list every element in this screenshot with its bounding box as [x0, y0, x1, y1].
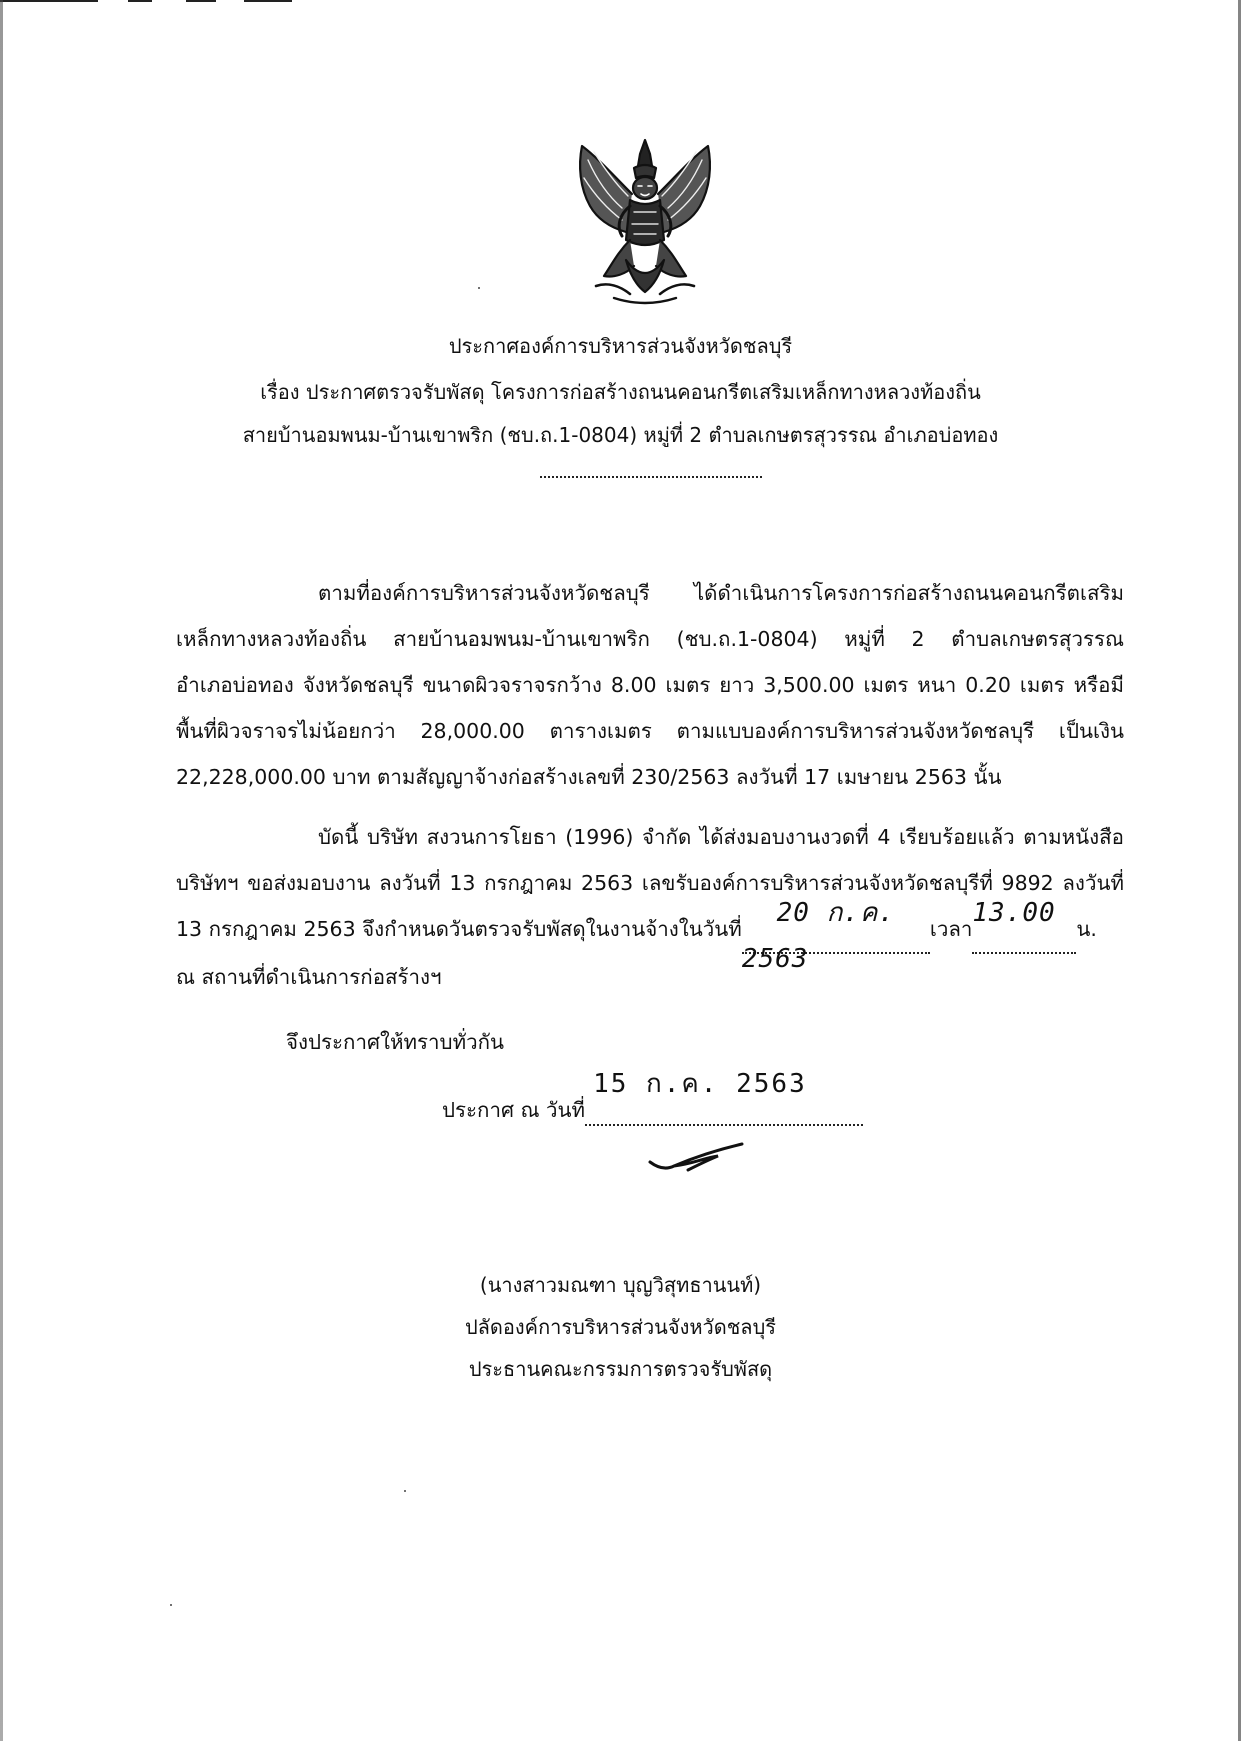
inspection-time-field — [972, 898, 1076, 954]
inspection-time-handwritten: 13.00 — [972, 898, 1056, 928]
title-separator — [540, 476, 762, 478]
p1-line-5: 22,228,000.00 บาท ตามสัญญาจ้างก่อสร้างเลขที่ 230/2563 ลงวันที่ 17 เมษายน 2563 นั้น — [176, 765, 1002, 789]
garuda-emblem-icon — [574, 136, 716, 308]
p1-line-3: อำเภอบ่อทอง จังหวัดชลบุรี ขนาดผิวจราจรกว้าง 8.00 เมตร ยาว 3,500.00 เมตร หนา 0.20 เมตร หรือมี — [176, 673, 1124, 697]
scan-speck — [404, 1490, 406, 1492]
announced-date-label: ประกาศ ณ วันที่ — [442, 1098, 586, 1122]
signatory-name: (นางสาวมณฑา บุญวิสุทธานนท์) — [479, 1273, 762, 1297]
p1-line-4: พื้นที่ผิวจราจรไม่น้อยกว่า 28,000.00 ตารางเมตร ตามแบบองค์การบริหารส่วนจังหวัดชลบุรี เป็นเงิน — [176, 719, 1124, 743]
p2-line-4: ณ สถานที่ดำเนินการก่อสร้างฯ — [176, 965, 442, 989]
scan-speck — [478, 287, 480, 289]
signature-mark — [648, 1140, 748, 1180]
p2-line-3-text: 13 กรกฎาคม 2563 จึงกำหนดวันตรวจรับพัสดุในงานจ้างในวันที่ — [176, 917, 742, 941]
time-unit: น. — [1076, 917, 1097, 941]
inspection-date-field — [741, 898, 930, 974]
signatory-block — [0, 1264, 1241, 1390]
p1-line-1: ตามที่องค์การบริหารส่วนจังหวัดชลบุรี ได้ดำเนินการโครงการก่อสร้างถนนคอนกรีตเสริม — [318, 581, 1124, 605]
p1-line-2: เหล็กทางหลวงท้องถิ่น สายบ้านอมพนม-บ้านเขาพริก (ชบ.ถ.1-0804) หมู่ที่ 2 ตำบลเกษตรสุวรรณ — [176, 627, 1124, 651]
subject-line: เรื่อง ประกาศตรวจรับพัสดุ โครงการก่อสร้างถนนคอนกรีตเสริมเหล็กทางหลวงท้องถิ่น — [260, 380, 981, 404]
paragraph-delivery — [176, 814, 1124, 1000]
scan-speck — [170, 1604, 172, 1606]
scan-edge-left — [0, 0, 3, 1741]
announced-date-stamp: 15 ก.ค. 2563 — [593, 1069, 807, 1099]
announcement-title: ประกาศองค์การบริหารส่วนจังหวัดชลบุรี — [448, 334, 793, 358]
closing-statement: จึงประกาศให้ทราบทั่วกัน — [286, 1030, 505, 1054]
p2-line-2: บริษัทฯ ขอส่งมอบงาน ลงวันที่ 13 กรกฎาคม 2563 เลขรับองค์การบริหารส่วนจังหวัดชลบุรีที่ 9892 ลงวันที่ — [176, 871, 1124, 895]
inspection-date-handwritten: 20 ก.ค. 2563 — [741, 898, 896, 974]
time-label: เวลา — [929, 917, 973, 941]
scan-edge-top — [0, 0, 1241, 3]
p2-line-1: บัดนี้ บริษัท สงวนการโยธา (1996) จำกัด ได้ส่งมอบงานงวดที่ 4 เรียบร้อยแล้ว ตามหนังสือ — [318, 825, 1124, 849]
announced-date-line — [442, 1069, 863, 1126]
p2-line-3 — [176, 898, 1124, 974]
paragraph-project — [176, 570, 1124, 800]
signatory-position: ปลัดองค์การบริหารส่วนจังหวัดชลบุรี — [464, 1315, 777, 1339]
signatory-role: ประธานคณะกรรมการตรวจรับพัสดุ — [468, 1357, 773, 1381]
announced-date-field — [585, 1069, 863, 1126]
route-line: สายบ้านอมพนม-บ้านเขาพริก (ชบ.ถ.1-0804) หมู่ที่ 2 ตำบลเกษตรสุวรรณ อำเภอบ่อทอง — [242, 423, 999, 447]
